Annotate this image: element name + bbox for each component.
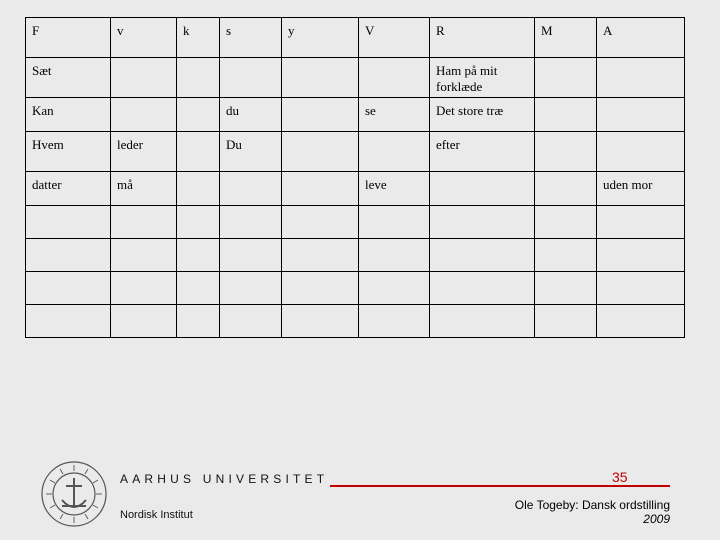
table-cell <box>430 206 535 239</box>
table-cell <box>282 206 359 239</box>
table-cell <box>535 98 597 132</box>
table-cell: du <box>220 98 282 132</box>
table-cell <box>282 98 359 132</box>
table-cell <box>26 272 111 305</box>
header-cell: R <box>430 18 535 58</box>
table-cell <box>430 305 535 338</box>
table-cell <box>220 172 282 206</box>
table-cell <box>177 58 220 98</box>
word-order-table <box>25 17 685 338</box>
table-cell: Ham på mit forklæde <box>430 58 535 98</box>
table-cell <box>359 239 430 272</box>
table-cell <box>26 305 111 338</box>
table-cell <box>430 172 535 206</box>
table-cell <box>220 239 282 272</box>
table-cell <box>597 239 685 272</box>
table-cell <box>177 206 220 239</box>
table-cell: må <box>111 172 177 206</box>
header-cell: k <box>177 18 220 58</box>
table-cell <box>220 58 282 98</box>
header-cell: A <box>597 18 685 58</box>
table-cell <box>111 58 177 98</box>
table-cell <box>535 206 597 239</box>
table-cell <box>111 206 177 239</box>
author-title: Ole Togeby: Dansk ordstilling <box>514 498 670 512</box>
table-cell <box>220 206 282 239</box>
table-row-empty <box>26 239 685 272</box>
header-cell: V <box>359 18 430 58</box>
table-cell <box>535 305 597 338</box>
header-cell: s <box>220 18 282 58</box>
university-seal-icon <box>40 460 108 528</box>
table-cell <box>597 272 685 305</box>
table-cell: Hvem <box>26 132 111 172</box>
table-cell <box>597 58 685 98</box>
table-cell <box>535 172 597 206</box>
table-cell: leve <box>359 172 430 206</box>
table-cell <box>177 305 220 338</box>
table-cell <box>111 305 177 338</box>
table-cell <box>26 239 111 272</box>
table-cell <box>282 58 359 98</box>
header-cell: F <box>26 18 111 58</box>
table-cell <box>282 272 359 305</box>
table-cell: Det store træ <box>430 98 535 132</box>
table-cell <box>430 272 535 305</box>
header-cell: M <box>535 18 597 58</box>
table-cell <box>535 132 597 172</box>
table-header-row <box>26 18 685 58</box>
table-cell: Du <box>220 132 282 172</box>
table-cell <box>359 272 430 305</box>
table-cell <box>111 98 177 132</box>
table-cell <box>597 132 685 172</box>
table-cell <box>177 272 220 305</box>
university-name: AARHUS UNIVERSITET <box>120 472 329 486</box>
table-cell <box>177 239 220 272</box>
table-cell <box>220 305 282 338</box>
table-row-empty <box>26 272 685 305</box>
table-cell <box>597 98 685 132</box>
table-cell <box>177 132 220 172</box>
table-cell: datter <box>26 172 111 206</box>
footer-year: 2009 <box>643 512 670 526</box>
footer-credit <box>515 498 670 526</box>
header-cell: y <box>282 18 359 58</box>
institute-name: Nordisk Institut <box>120 509 193 521</box>
table-cell: efter <box>430 132 535 172</box>
table-cell <box>430 239 535 272</box>
table-row-empty <box>26 305 685 338</box>
table-cell: uden mor <box>597 172 685 206</box>
table-cell: se <box>359 98 430 132</box>
table-cell <box>111 272 177 305</box>
table-cell <box>359 206 430 239</box>
table-cell: Kan <box>26 98 111 132</box>
table-cell: leder <box>111 132 177 172</box>
table-cell <box>177 172 220 206</box>
table-cell <box>597 305 685 338</box>
table-row-empty <box>26 206 685 239</box>
table-cell <box>535 239 597 272</box>
table-cell <box>282 172 359 206</box>
table-cell <box>220 272 282 305</box>
table-cell <box>359 132 430 172</box>
header-cell: v <box>111 18 177 58</box>
table-cell: Sæt <box>26 58 111 98</box>
table-cell <box>111 239 177 272</box>
table-cell <box>282 132 359 172</box>
table-cell <box>282 239 359 272</box>
table-cell <box>359 305 430 338</box>
page-number: 35 <box>612 469 628 485</box>
table-cell <box>535 58 597 98</box>
table-row <box>26 58 685 98</box>
table-cell <box>26 206 111 239</box>
table-cell <box>535 272 597 305</box>
table-cell <box>282 305 359 338</box>
table-row <box>26 98 685 132</box>
table-cell <box>177 98 220 132</box>
footer-divider <box>330 485 670 487</box>
table-cell <box>359 58 430 98</box>
table-cell <box>597 206 685 239</box>
table-row <box>26 132 685 172</box>
table-row <box>26 172 685 206</box>
